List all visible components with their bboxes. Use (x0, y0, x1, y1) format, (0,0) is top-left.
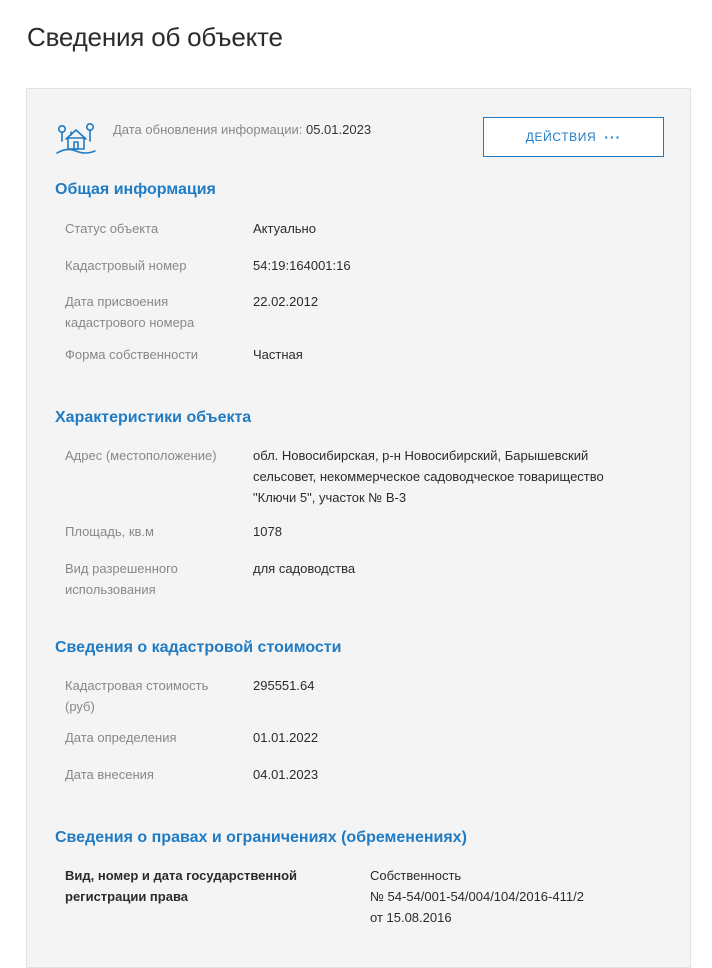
rights-number: № 54-54/001-54/004/104/2016-411/2 (370, 889, 584, 904)
section-title-rights: Сведения о правах и ограничениях (обременениях) (55, 829, 467, 846)
rights-date: от 15.08.2016 (370, 910, 452, 925)
value-rights-registration (370, 865, 670, 928)
update-info (113, 122, 371, 137)
actions-button[interactable] (483, 117, 664, 157)
label-assignment-date: Дата присвоения кадастрового номера (65, 294, 195, 330)
label-permitted-use: Вид разрешенного использования (65, 561, 178, 597)
section-title-cadastral-cost: Сведения о кадастровой стоимости (55, 639, 342, 656)
object-info-card (26, 88, 691, 968)
value-cadastral-number: 54:19:164001:16 (253, 258, 351, 273)
section-title-characteristics: Характеристики объекта (55, 409, 252, 426)
label-status: Статус объекта (65, 221, 159, 236)
label-area: Площадь, кв.м (65, 524, 154, 539)
house-property-icon (55, 121, 97, 157)
label-cadastral-cost: Кадастровая стоимость (руб) (65, 678, 209, 714)
update-label: Дата обновления информации: (113, 122, 303, 137)
value-status: Актуально (253, 221, 316, 236)
actions-label: ДЕЙСТВИЯ (525, 130, 597, 144)
value-address: обл. Новосибирская, р-н Новосибирский, Барышевский сельсовет, некоммерческое садоводческое товарищество "Ключи 5", участок № В-3 (253, 448, 604, 505)
update-date: 05.01.2023 (305, 122, 372, 137)
label-ownership-form: Форма собственности (65, 347, 199, 362)
label-cadastral-number: Кадастровый номер (65, 258, 187, 273)
value-assignment-date: 22.02.2012 (253, 294, 319, 309)
section-title-general: Общая информация (55, 181, 216, 198)
label-rights-registration: Вид, номер и дата государственной регистрации права (65, 868, 298, 904)
label-determination-date: Дата определения (65, 730, 177, 745)
label-address: Адрес (местоположение) (65, 448, 217, 463)
page-title: Сведения об объекте (27, 22, 283, 52)
value-ownership-form: Частная (253, 347, 303, 362)
more-dots-icon: ··· (604, 129, 622, 145)
label-entry-date: Дата внесения (65, 767, 154, 782)
value-cadastral-cost: 295551.64 (253, 678, 315, 693)
value-entry-date: 04.01.2023 (253, 767, 319, 782)
value-area: 1078 (253, 524, 282, 539)
value-permitted-use: для садоводства (253, 561, 356, 576)
value-determination-date: 01.01.2022 (253, 730, 319, 745)
rights-type: Собственность (370, 868, 462, 883)
